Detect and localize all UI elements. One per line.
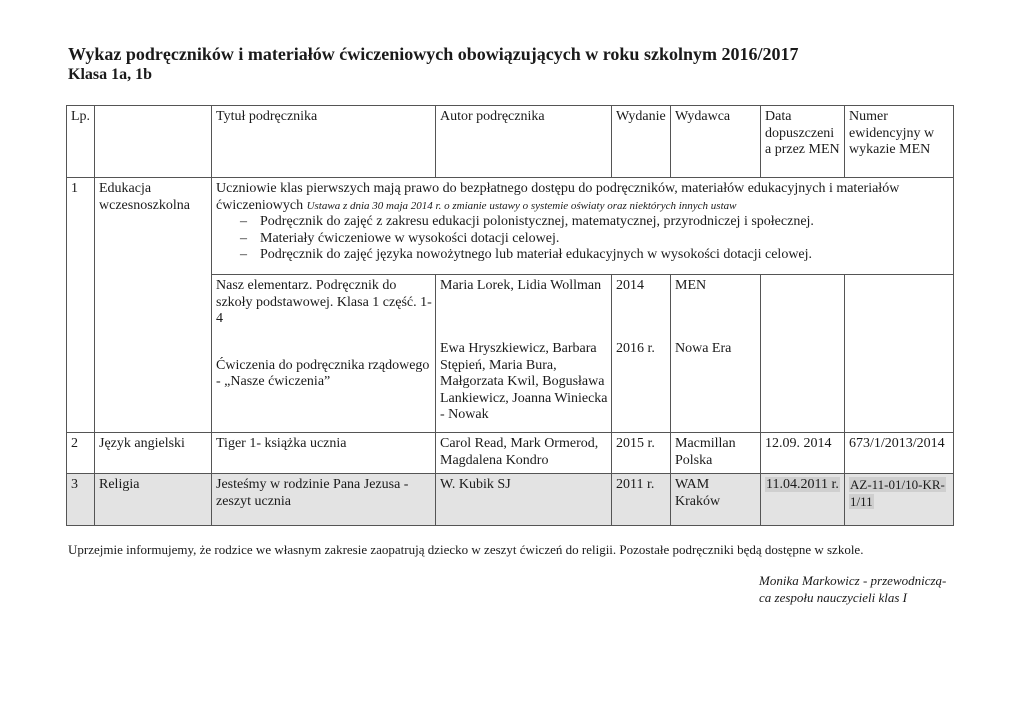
row2-publisher: Macmillan Polska	[671, 433, 761, 474]
header-title: Tytuł podręcznika	[212, 106, 436, 178]
row3-number-line1: AZ-11-01/10-KR-	[850, 477, 945, 492]
row1-lp: 1	[67, 178, 95, 433]
book2-publisher: Nowa Era	[675, 341, 732, 356]
row3-title: Jesteśmy w rodzinie Pana Jezusa - zeszyt ucznia	[212, 474, 436, 526]
header-date: Data dopuszczeni a przez MEN	[761, 106, 845, 178]
row2-title: Tiger 1- książka ucznia	[212, 433, 436, 474]
signature-line-1: Monika Markowicz - przewodniczą-	[759, 573, 947, 588]
row3-date-value: 11.04.2011 r.	[766, 477, 839, 492]
book2-author: Ewa Hryszkiewicz, Barbara Stępień, Maria Bura, Małgorzata Kwil, Bogusława Lankiewicz, Joanna Winiecka - Nowak	[440, 341, 608, 422]
row3-author: W. Kubik SJ	[436, 474, 612, 526]
header-publisher: Wydawca	[671, 106, 761, 178]
table-row	[67, 474, 954, 526]
row3-number-line2: 1/11	[850, 493, 873, 509]
book2-title: Ćwiczenia do podręcznika rządowego - „Nasze ćwiczenia”	[216, 357, 430, 389]
list-item: – Podręcznik do zajęć języka nowożytnego lub materiał edukacyjnych w wysokości dotacji celowej.	[240, 247, 950, 264]
row1-titles	[212, 275, 436, 433]
row1-authors	[436, 275, 612, 433]
list-item: – Podręcznik do zajęć z zakresu edukacji polonistycznej, matematycznej, przyrodniczej i społecznej.	[240, 214, 950, 231]
row1-subject: Edukacja wczesnoszkolna	[95, 178, 212, 433]
row3-lp: 3	[67, 474, 95, 526]
document-subtitle: Klasa 1a, 1b	[68, 66, 153, 83]
row3-edition: 2011 r.	[612, 474, 671, 526]
book1-edition: 2014	[616, 278, 644, 293]
row1-editions	[612, 275, 671, 433]
header-author: Autor podręcznika	[436, 106, 612, 178]
row3-date	[761, 474, 845, 526]
row2-number: 673/1/2013/2014	[845, 433, 954, 474]
book1-title: Nasz elementarz. Podręcznik do szkoły podstawowej. Klasa 1 część. 1-4	[216, 278, 432, 326]
row3-publisher: WAM Kraków	[671, 474, 761, 526]
header-number: Numer ewidencyjny w wykazie MEN	[845, 106, 954, 178]
row1-info-text	[216, 181, 950, 214]
row1-bullet-list	[216, 214, 950, 264]
table-row	[67, 433, 954, 474]
row2-author: Carol Read, Mark Ormerod, Magdalena Kondro	[436, 433, 612, 474]
document-title: Wykaz podręczników i materiałów ćwiczeniowych obowiązujących w roku szkolnym 2016/2017	[68, 44, 799, 64]
signature-line-2: ca zespołu nauczycieli klas I	[759, 590, 908, 605]
footer-note: Uprzejmie informujemy, że rodzice we własnym zakresie zaopatrują dziecko w zeszyt ćwiczeń do religii. Pozostałe podręczniki będą dostępne w szkole.	[68, 542, 864, 557]
row2-date: 12.09. 2014	[761, 433, 845, 474]
row3-subject: Religia	[95, 474, 212, 526]
signature	[759, 572, 946, 606]
row3-number	[845, 474, 954, 526]
header-edition: Wydanie	[612, 106, 671, 178]
row1-date	[761, 275, 845, 433]
book1-author: Maria Lorek, Lidia Wollman	[440, 278, 602, 293]
row1-law-reference: Ustawa z dnia 30 maja 2014 r. o zmianie ustawy o systemie oświaty oraz niektórych innych ustaw	[306, 199, 737, 212]
table-row	[67, 178, 954, 275]
header-lp: Lp.	[67, 106, 95, 178]
book2-edition: 2016 r.	[616, 341, 655, 356]
row1-publishers	[671, 275, 761, 433]
table-header-row	[67, 106, 954, 178]
row2-subject: Język angielski	[95, 433, 212, 474]
row2-lp: 2	[67, 433, 95, 474]
row1-number	[845, 275, 954, 433]
textbook-table	[66, 105, 954, 526]
row1-intro: Uczniowie klas pierwszych mają prawo do bezpłatnego dostępu do podręczników, materiałów edukacyjnych i materiałów ćwiczeniowych	[216, 181, 900, 213]
list-item: – Materiały ćwiczeniowe w wysokości dotacji celowej.	[240, 231, 950, 248]
header-subject	[95, 106, 212, 178]
book1-publisher: MEN	[675, 278, 707, 293]
row2-edition: 2015 r.	[612, 433, 671, 474]
row1-info-cell	[212, 178, 954, 275]
